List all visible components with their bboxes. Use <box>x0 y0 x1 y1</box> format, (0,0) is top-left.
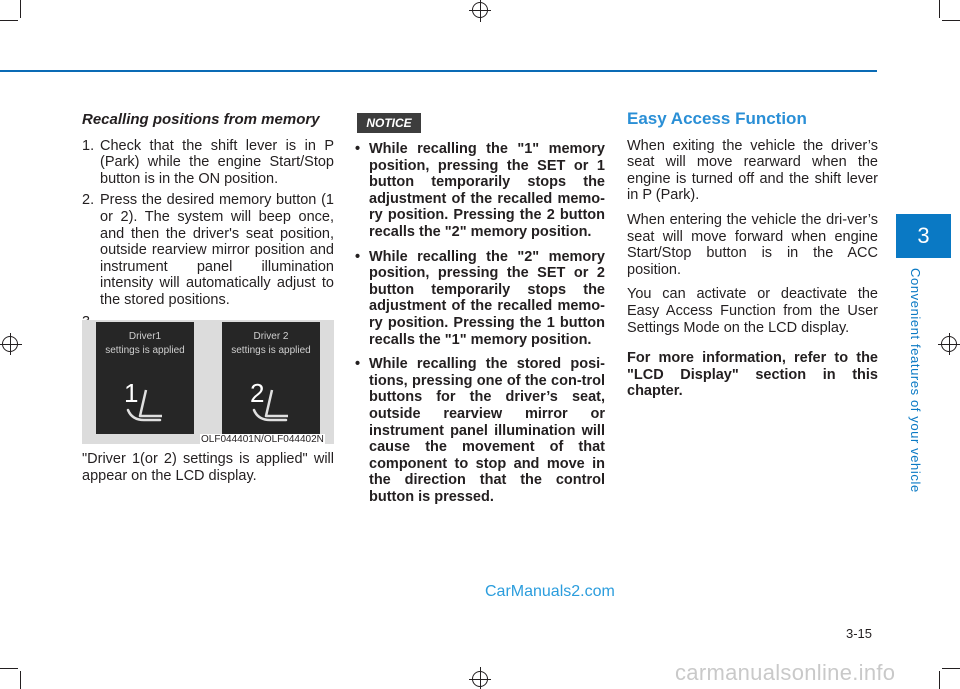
after-figure-text: "Driver 1(or 2) settings is applied" will appear on the LCD display. <box>82 451 334 484</box>
lcd-caption-line: settings is applied <box>105 345 185 356</box>
lcd-figure <box>82 320 334 444</box>
lcd-caption-line: Driver1 <box>128 331 162 342</box>
crop-mark <box>20 0 21 18</box>
lcd-panel-driver-2 <box>222 322 320 434</box>
right-column <box>627 111 878 408</box>
bullet: • <box>355 248 361 265</box>
registration-mark <box>941 336 957 352</box>
crop-mark <box>20 671 21 689</box>
top-rule <box>0 70 877 72</box>
watermark: carmanualsonline.info <box>675 660 896 685</box>
step-text: Check that the shift lever is in P (Park) while the engine Start/Stop button is in the ON position. <box>100 137 334 187</box>
seat-icon <box>122 376 168 426</box>
crop-mark <box>0 20 18 21</box>
memory-digit: 1 <box>124 378 139 408</box>
crop-mark <box>942 20 960 21</box>
section-heading: Easy Access Function <box>627 109 807 128</box>
lcd-caption-line: Driver 2 <box>253 331 289 342</box>
watermark-link[interactable]: CarManuals2.com <box>485 583 615 600</box>
notice-text: While recalling the stored posi-tions, pressing one of the con-trol buttons for the driver’s seat, outside rearview mirror or instrument panel illumination will cause the movement of that component to stop and move in the direction that the control button is pressed. <box>369 356 605 505</box>
notice-text: While recalling the "2" memory position, pressing the SET or 2 button temporarily stops the adjustment of the recalled memo-ry position. Pressing the 1 button recalls the "1" memory position. <box>369 248 605 348</box>
lcd-caption-line: settings is applied <box>231 345 311 356</box>
paragraph: When entering the vehicle the dri-ver’s seat will move forward when engine Start/Stop button is in the ACC position. <box>627 211 878 278</box>
list-item <box>355 356 605 505</box>
notice-badge: NOTICE <box>357 113 421 133</box>
paragraph: You can activate or deactivate the Easy Access Function from the User Settings Mode on the LCD display. <box>627 286 878 336</box>
lcd-caption <box>222 330 320 358</box>
lcd-panel-driver-1 <box>96 322 194 434</box>
figure-code: OLF044401N/OLF044402N <box>201 434 324 445</box>
crop-mark <box>939 0 940 18</box>
registration-mark <box>2 336 18 352</box>
crop-mark <box>939 671 940 689</box>
list-item <box>82 192 334 308</box>
list-item <box>355 249 605 349</box>
chapter-title: Convenient features of your vehicle <box>908 268 923 493</box>
bullet: • <box>355 356 361 373</box>
chapter-tab: 3 <box>896 214 951 258</box>
paragraph: When exiting the vehicle the driver’s seat will move rearward when the engine is turned off and the shift lever in P (Park). <box>627 137 878 204</box>
list-item <box>355 141 605 241</box>
steps-list <box>82 138 334 309</box>
memory-digit: 2 <box>250 378 265 408</box>
list-item <box>82 138 334 188</box>
bold-note: For more information, refer to the "LCD Display" section in this chapter. <box>627 350 878 400</box>
step-number: 1. <box>82 137 95 154</box>
registration-mark <box>472 671 488 687</box>
left-column <box>82 112 334 314</box>
seat-icon <box>248 376 294 426</box>
step-text: Press the desired memory button (1 or 2). The system will beep once, and then the driver's seat position, outside rearview mirror position and instrument panel illumination intensity will automatically adjust to the stored positions. <box>100 192 334 308</box>
bullet: • <box>355 141 361 157</box>
crop-mark <box>942 668 960 669</box>
step-number: 2. <box>82 192 95 209</box>
left-after-text <box>82 451 334 492</box>
crop-mark <box>0 668 18 669</box>
lcd-caption <box>96 330 194 358</box>
registration-mark <box>472 2 488 18</box>
middle-column <box>355 141 605 513</box>
section-heading: Recalling positions from memory <box>82 111 320 128</box>
notice-text: While recalling the "1" memory position, pressing the SET or 1 button temporarily stops the adjustment of the recalled memo-ry position. Pressing the 2 button recalls the "2" memory position. <box>369 141 605 240</box>
page-number: 3-15 <box>846 626 873 641</box>
notice-list <box>355 141 605 505</box>
